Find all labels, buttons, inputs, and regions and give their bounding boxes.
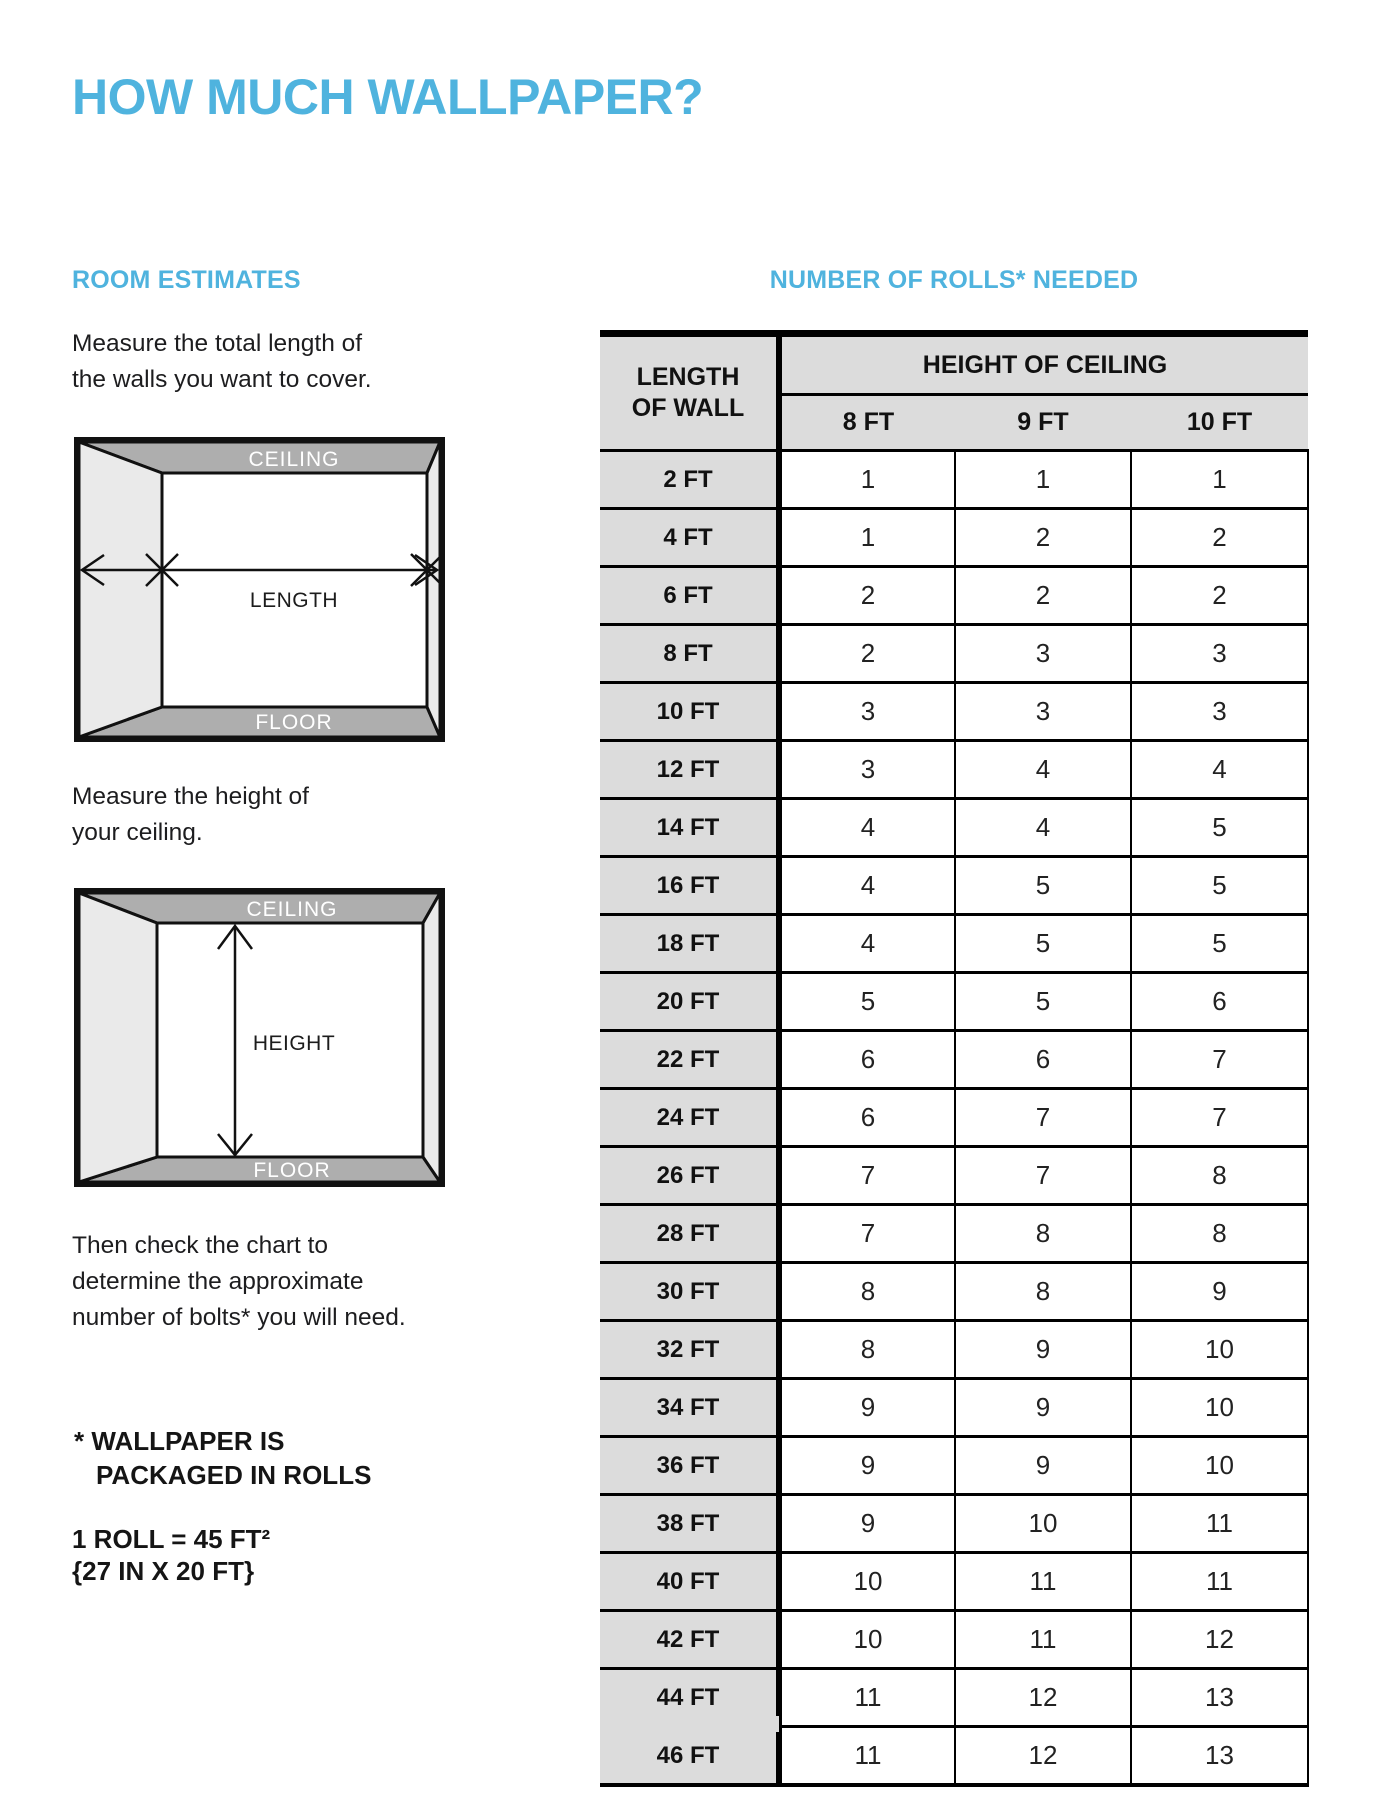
length-of-wall-header bbox=[600, 334, 779, 451]
row-label: 42 FT bbox=[600, 1611, 779, 1669]
col-header-8ft: 8 FT bbox=[779, 395, 955, 451]
rolls-value-cell: 1 bbox=[1131, 451, 1308, 509]
row-label: 22 FT bbox=[600, 1031, 779, 1089]
row-label: 18 FT bbox=[600, 915, 779, 973]
rolls-value-cell: 4 bbox=[955, 741, 1131, 799]
room-length-diagram bbox=[74, 437, 445, 742]
table-row bbox=[600, 451, 1308, 509]
row-label: 38 FT bbox=[600, 1495, 779, 1553]
rolls-value-cell: 1 bbox=[779, 451, 955, 509]
rolls-value-cell: 5 bbox=[1131, 915, 1308, 973]
length-instruction-line2: the walls you want to cover. bbox=[72, 366, 372, 393]
rolls-value-cell: 10 bbox=[779, 1611, 955, 1669]
rolls-value-cell: 7 bbox=[1131, 1031, 1308, 1089]
rolls-value-cell: 2 bbox=[1131, 567, 1308, 625]
rolls-value-cell: 1 bbox=[779, 509, 955, 567]
length-label: LENGTH bbox=[249, 589, 339, 612]
row-label: 28 FT bbox=[600, 1205, 779, 1263]
left-wall bbox=[79, 893, 157, 1182]
row-label: 46 FT bbox=[600, 1727, 779, 1786]
rolls-value-cell: 8 bbox=[955, 1205, 1131, 1263]
length-of-wall-header-line2: OF WALL bbox=[631, 394, 745, 422]
room-height-diagram bbox=[74, 888, 445, 1187]
length-instruction-text bbox=[72, 326, 372, 398]
rolls-value-cell: 10 bbox=[1131, 1379, 1308, 1437]
chart-instruction-line2: determine the approximate bbox=[72, 1268, 364, 1295]
rolls-value-cell: 9 bbox=[779, 1379, 955, 1437]
rolls-value-cell: 13 bbox=[1131, 1727, 1308, 1786]
rolls-value-cell: 5 bbox=[779, 973, 955, 1031]
right-wall bbox=[423, 893, 440, 1182]
rolls-value-cell: 5 bbox=[955, 915, 1131, 973]
rolls-value-cell: 6 bbox=[779, 1089, 955, 1147]
rolls-value-cell: 2 bbox=[955, 509, 1131, 567]
row-label: 14 FT bbox=[600, 799, 779, 857]
page-title: HOW MUCH WALLPAPER? bbox=[72, 69, 704, 125]
table-row bbox=[600, 741, 1308, 799]
table-row bbox=[600, 1031, 1308, 1089]
room-height-diagram-svg bbox=[74, 888, 445, 1187]
rolls-lookup-table bbox=[600, 330, 1309, 1787]
row-label: 8 FT bbox=[600, 625, 779, 683]
rolls-value-cell: 10 bbox=[955, 1495, 1131, 1553]
room-length-diagram-svg bbox=[74, 437, 445, 742]
rolls-value-cell: 2 bbox=[1131, 509, 1308, 567]
rolls-value-cell: 8 bbox=[955, 1263, 1131, 1321]
table-row bbox=[600, 509, 1308, 567]
rolls-value-cell: 3 bbox=[955, 683, 1131, 741]
rolls-value-cell: 4 bbox=[779, 857, 955, 915]
rolls-value-cell: 7 bbox=[779, 1147, 955, 1205]
rolls-table-body bbox=[600, 451, 1308, 1786]
row-label: 4 FT bbox=[600, 509, 779, 567]
row-label: 30 FT bbox=[600, 1263, 779, 1321]
floor-label: FLOOR bbox=[253, 1159, 331, 1182]
rolls-needed-heading: NUMBER OF ROLLS* NEEDED bbox=[769, 266, 1139, 294]
rolls-value-cell: 2 bbox=[779, 567, 955, 625]
rolls-value-cell: 10 bbox=[1131, 1437, 1308, 1495]
rolls-value-cell: 7 bbox=[1131, 1089, 1308, 1147]
row-label: 20 FT bbox=[600, 973, 779, 1031]
rolls-value-cell: 2 bbox=[779, 625, 955, 683]
rolls-value-cell: 1 bbox=[955, 451, 1131, 509]
chart-instruction-text bbox=[72, 1228, 406, 1336]
rolls-value-cell: 6 bbox=[1131, 973, 1308, 1031]
ceiling-label: CEILING bbox=[248, 448, 340, 471]
table-row bbox=[600, 1147, 1308, 1205]
rolls-value-cell: 11 bbox=[779, 1669, 955, 1727]
rolls-value-cell: 8 bbox=[779, 1263, 955, 1321]
row-label: 16 FT bbox=[600, 857, 779, 915]
table-row bbox=[600, 857, 1308, 915]
rolls-value-cell: 4 bbox=[955, 799, 1131, 857]
rolls-value-cell: 13 bbox=[1131, 1669, 1308, 1727]
table-row bbox=[600, 625, 1308, 683]
rolls-value-cell: 11 bbox=[1131, 1495, 1308, 1553]
roll-spec-line2: {27 IN X 20 FT} bbox=[72, 1556, 255, 1586]
rolls-value-cell: 9 bbox=[779, 1495, 955, 1553]
table-row bbox=[600, 1437, 1308, 1495]
rolls-value-cell: 9 bbox=[955, 1321, 1131, 1379]
height-instruction-text bbox=[72, 779, 309, 851]
rolls-value-cell: 11 bbox=[779, 1727, 955, 1786]
rolls-value-cell: 12 bbox=[1131, 1611, 1308, 1669]
rolls-value-cell: 8 bbox=[1131, 1205, 1308, 1263]
table-row bbox=[600, 1553, 1308, 1611]
row-label: 40 FT bbox=[600, 1553, 779, 1611]
right-wall bbox=[427, 442, 440, 737]
rolls-value-cell: 12 bbox=[955, 1727, 1131, 1786]
wallpaper-footnote-line2: PACKAGED IN ROLLS bbox=[96, 1460, 372, 1490]
rolls-value-cell: 3 bbox=[1131, 683, 1308, 741]
rolls-value-cell: 7 bbox=[779, 1205, 955, 1263]
rolls-value-cell: 9 bbox=[955, 1437, 1131, 1495]
rolls-value-cell: 5 bbox=[955, 857, 1131, 915]
row-label: 10 FT bbox=[600, 683, 779, 741]
rolls-value-cell: 2 bbox=[955, 567, 1131, 625]
left-wall bbox=[79, 442, 162, 737]
rolls-value-cell: 5 bbox=[1131, 799, 1308, 857]
table-row bbox=[600, 799, 1308, 857]
table-header-row-1 bbox=[600, 334, 1308, 395]
roll-spec-line1: 1 ROLL = 45 FT² bbox=[72, 1524, 271, 1554]
col-header-10ft: 10 FT bbox=[1131, 395, 1308, 451]
table-row bbox=[600, 567, 1308, 625]
table-row bbox=[600, 1611, 1308, 1669]
wallpaper-footnote-line1: * WALLPAPER IS bbox=[74, 1426, 285, 1456]
table-row bbox=[600, 1321, 1308, 1379]
ceiling-label: CEILING bbox=[246, 898, 338, 921]
row-label: 36 FT bbox=[600, 1437, 779, 1495]
table-row bbox=[600, 1379, 1308, 1437]
col-header-9ft: 9 FT bbox=[955, 395, 1131, 451]
table-row bbox=[600, 973, 1308, 1031]
table-left-column-stub bbox=[600, 1716, 779, 1732]
row-label: 34 FT bbox=[600, 1379, 779, 1437]
row-label: 24 FT bbox=[600, 1089, 779, 1147]
rolls-value-cell: 3 bbox=[955, 625, 1131, 683]
row-label: 26 FT bbox=[600, 1147, 779, 1205]
rolls-value-cell: 11 bbox=[955, 1611, 1131, 1669]
rolls-value-cell: 6 bbox=[955, 1031, 1131, 1089]
rolls-value-cell: 9 bbox=[1131, 1263, 1308, 1321]
table-row bbox=[600, 1727, 1308, 1786]
table-row bbox=[600, 683, 1308, 741]
row-label: 32 FT bbox=[600, 1321, 779, 1379]
rolls-value-cell: 3 bbox=[1131, 625, 1308, 683]
rolls-value-cell: 12 bbox=[955, 1669, 1131, 1727]
rolls-value-cell: 8 bbox=[1131, 1147, 1308, 1205]
rolls-value-cell: 11 bbox=[1131, 1553, 1308, 1611]
table-row bbox=[600, 1089, 1308, 1147]
length-of-wall-header-line1: LENGTH bbox=[636, 363, 740, 391]
rolls-value-cell: 3 bbox=[779, 683, 955, 741]
rolls-value-cell: 4 bbox=[779, 915, 955, 973]
rolls-value-cell: 6 bbox=[779, 1031, 955, 1089]
chart-instruction-line3: number of bolts* you will need. bbox=[72, 1304, 406, 1331]
chart-instruction-line1: Then check the chart to bbox=[72, 1232, 329, 1259]
rolls-value-cell: 7 bbox=[955, 1147, 1131, 1205]
rolls-value-cell: 4 bbox=[1131, 741, 1308, 799]
room-estimates-heading: ROOM ESTIMATES bbox=[72, 266, 301, 294]
rolls-value-cell: 11 bbox=[955, 1553, 1131, 1611]
rolls-value-cell: 8 bbox=[779, 1321, 955, 1379]
height-label: HEIGHT bbox=[252, 1032, 336, 1055]
height-of-ceiling-header: HEIGHT OF CEILING bbox=[779, 334, 1308, 395]
rolls-value-cell: 9 bbox=[779, 1437, 955, 1495]
rolls-value-cell: 9 bbox=[955, 1379, 1131, 1437]
table-row bbox=[600, 1205, 1308, 1263]
rolls-value-cell: 5 bbox=[1131, 857, 1308, 915]
table-row bbox=[600, 1495, 1308, 1553]
rolls-value-cell: 5 bbox=[955, 973, 1131, 1031]
rolls-value-cell: 10 bbox=[779, 1553, 955, 1611]
rolls-value-cell: 7 bbox=[955, 1089, 1131, 1147]
floor-label: FLOOR bbox=[255, 711, 333, 734]
rolls-value-cell: 4 bbox=[779, 799, 955, 857]
length-instruction-line1: Measure the total length of bbox=[72, 330, 363, 357]
row-label: 6 FT bbox=[600, 567, 779, 625]
row-label: 44 FT bbox=[600, 1669, 779, 1727]
row-label: 12 FT bbox=[600, 741, 779, 799]
height-instruction-line2: your ceiling. bbox=[72, 819, 203, 846]
rolls-value-cell: 10 bbox=[1131, 1321, 1308, 1379]
rolls-value-cell: 3 bbox=[779, 741, 955, 799]
table-row bbox=[600, 915, 1308, 973]
row-label: 2 FT bbox=[600, 451, 779, 509]
table-row bbox=[600, 1263, 1308, 1321]
height-instruction-line1: Measure the height of bbox=[72, 783, 309, 810]
